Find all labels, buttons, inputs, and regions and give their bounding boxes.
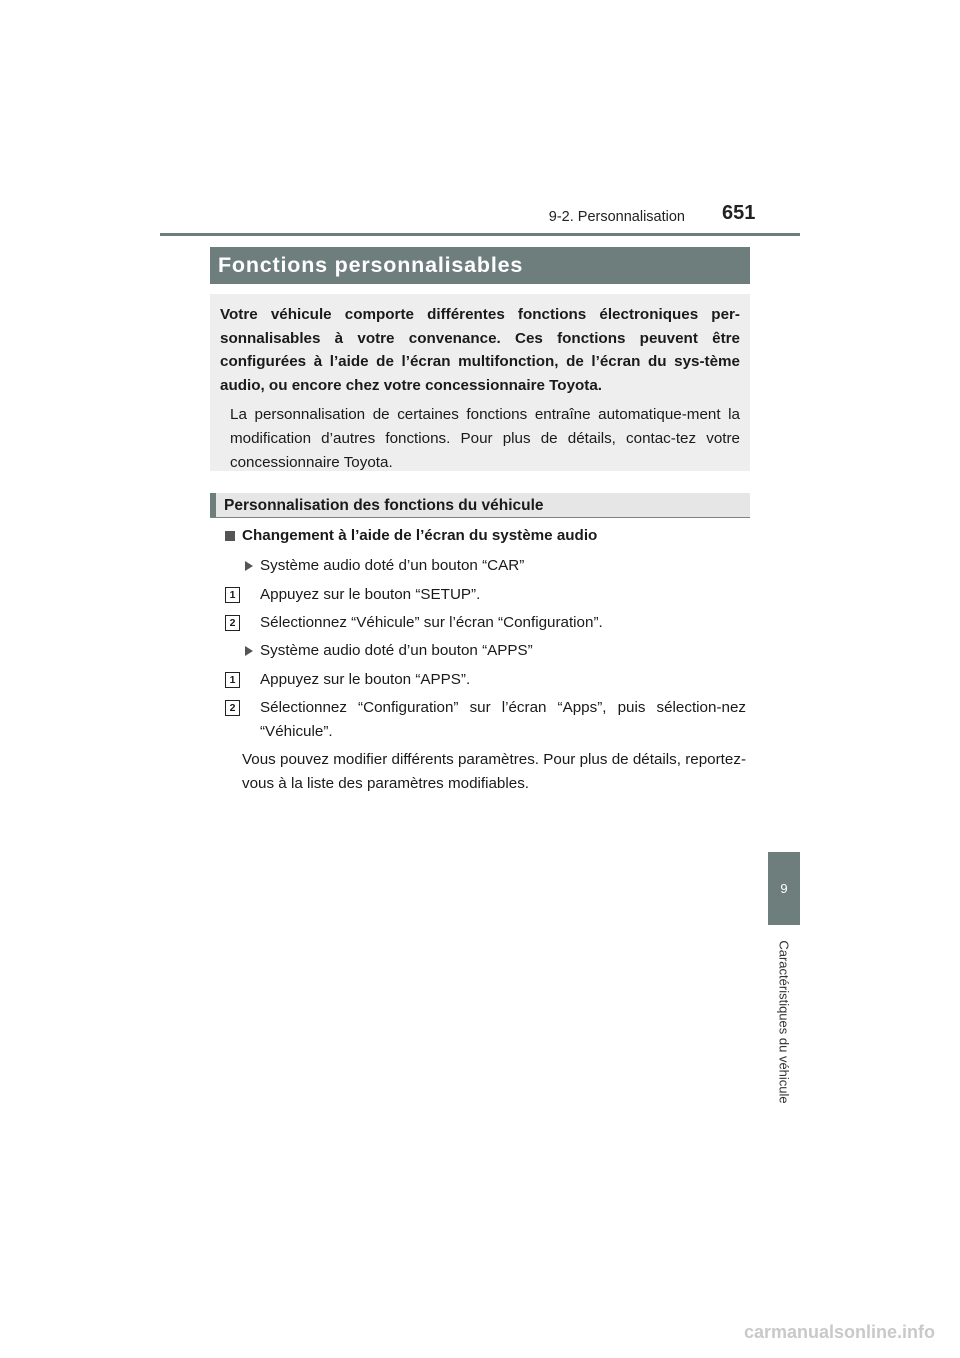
step-text: Sélectionnez “Véhicule” sur l’écran “Configuration”. xyxy=(260,614,603,631)
page-title: Fonctions personnalisables xyxy=(210,247,750,284)
section-label: 9-2. Personnalisation xyxy=(548,209,685,225)
square-bullet-icon xyxy=(225,531,235,541)
intro-box xyxy=(210,294,750,471)
chapter-tab: 9 xyxy=(768,852,800,925)
subsection-heading xyxy=(210,493,750,518)
chapter-label: Caractéristiques du véhicule xyxy=(776,940,792,1104)
step-item xyxy=(224,696,746,744)
step-item xyxy=(224,611,746,635)
step-number-icon: 2 xyxy=(225,615,240,631)
step-text: Appuyez sur le bouton “APPS”. xyxy=(260,671,471,688)
step-text: Appuyez sur le bouton “SETUP”. xyxy=(260,586,481,603)
case-apps-label: Système audio doté d’un bouton “APPS” xyxy=(260,642,533,659)
case-car xyxy=(224,554,746,578)
triangle-bullet-icon xyxy=(245,561,253,571)
subsection-title: Personnalisation des fonctions du véhicule xyxy=(224,497,544,514)
watermark: carmanualsonline.info xyxy=(744,1322,936,1342)
content xyxy=(224,524,746,796)
case-apps xyxy=(224,639,746,663)
square-heading-text: Changement à l’aide de l’écran du système audio xyxy=(242,527,598,544)
step-text: Sélectionnez “Configuration” sur l’écran “Apps”, puis sélection-nez “Véhicule”. xyxy=(260,699,746,740)
square-heading xyxy=(224,524,746,548)
closing-paragraph: Vous pouvez modifier différents paramètres. Pour plus de détails, reportez-vous à la liste des paramètres modifiables. xyxy=(242,751,746,792)
step-item xyxy=(224,668,746,692)
intro-lead: Votre véhicule comporte différentes fonctions électroniques per-sonnalisables à votre convenance. Ces fonctions peuvent être configurées à l’aide de l’écran multifonction, de l’écran du sys-tème audio, ou encore chez votre concessionnaire Toyota. xyxy=(220,306,740,394)
page-header xyxy=(0,0,960,240)
step-number-icon: 1 xyxy=(225,672,240,688)
header-rule xyxy=(160,233,800,236)
step-number-icon: 2 xyxy=(225,700,240,716)
step-item xyxy=(224,583,746,607)
page-number: 651 xyxy=(722,202,756,224)
subsection-accent xyxy=(210,493,216,517)
triangle-bullet-icon xyxy=(245,646,253,656)
case-car-label: Système audio doté d’un bouton “CAR” xyxy=(260,557,525,574)
step-number-icon: 1 xyxy=(225,587,240,603)
intro-note: La personnalisation de certaines fonctions entraîne automatique-ment la modification d’autres fonctions. Pour plus de détails, contac-tez votre concessionnaire Toyota. xyxy=(230,406,740,471)
